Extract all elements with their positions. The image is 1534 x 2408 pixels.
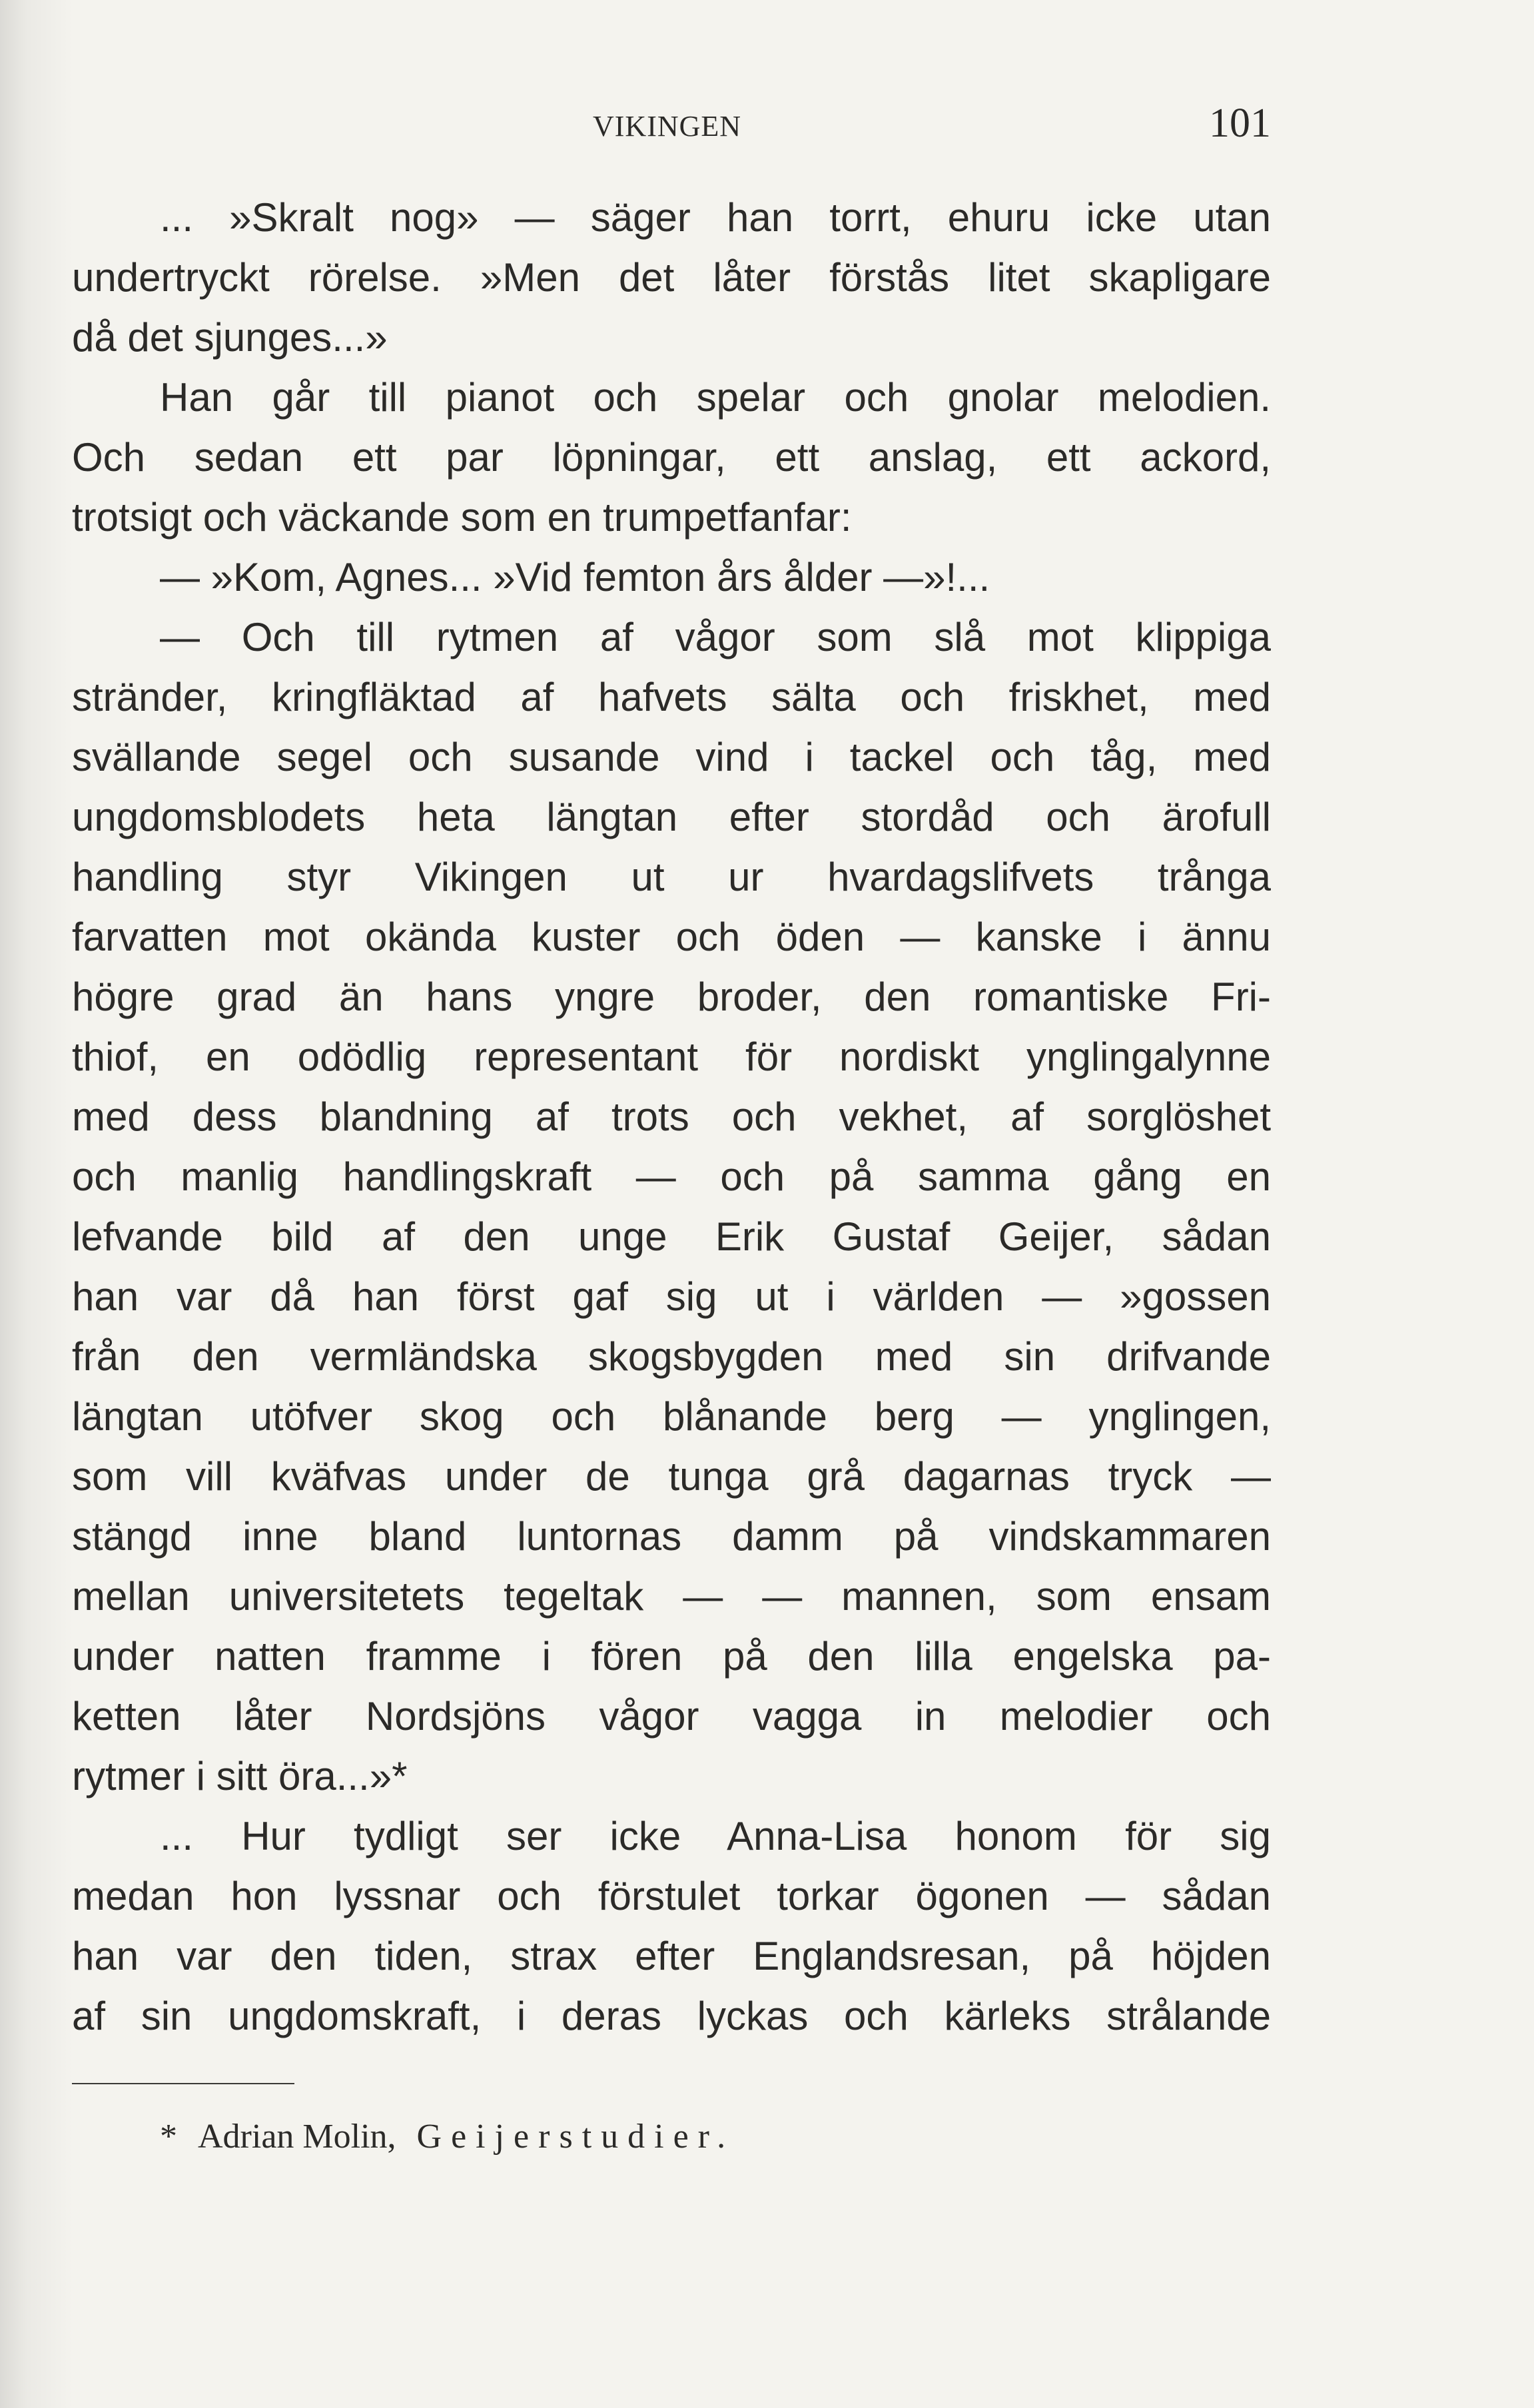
- text-line: handling styr Vikingen ut ur hvardagslifvets trånga: [72, 855, 1271, 899]
- text-line: lefvande bild af den unge Erik Gustaf Geijer, sådan: [72, 1214, 1271, 1259]
- footnote-work-title: Geijerstudier.: [416, 2118, 735, 2156]
- text-line: ketten låter Nordsjöns vågor vagga in melodier och: [72, 1694, 1271, 1739]
- text-line: och manlig handlingskraft — och på samma gång en: [72, 1154, 1271, 1199]
- text-line: ungdomsblodets heta längtan efter stordåd och ärofull: [72, 795, 1271, 839]
- text-line: från den vermländska skogsbygden med sin drifvande: [72, 1334, 1271, 1379]
- text-line: — »Kom, Agnes... »Vid femton års ålder —»!...: [160, 555, 990, 600]
- text-line: thiof, en odödlig representant för nordiskt ynglingalynne: [72, 1034, 1271, 1079]
- text-line: under natten framme i fören på den lilla engelska pa-: [72, 1634, 1271, 1679]
- footnote-divider: [72, 2083, 294, 2084]
- text-line: — Och till rytmen af vågor som slå mot klippiga: [160, 615, 1271, 659]
- footnote-author: Adrian Molin,: [198, 2118, 396, 2156]
- text-line: högre grad än hans yngre broder, den romantiske Fri-: [72, 975, 1271, 1019]
- text-line: som vill kväfvas under de tunga grå dagarnas tryck —: [72, 1454, 1271, 1499]
- text-line: med dess blandning af trots och vekhet, af sorglöshet: [72, 1094, 1271, 1139]
- text-line: rytmer i sitt öra...»*: [72, 1754, 408, 1799]
- text-line: Han går till pianot och spelar och gnolar melodien.: [160, 375, 1271, 420]
- text-line: af sin ungdomskraft, i deras lyckas och kärleks strålande: [72, 1994, 1271, 2038]
- text-line: då det sjunges...»: [72, 315, 388, 360]
- text-line: undertryckt rörelse. »Men det låter förstås litet skapligare: [72, 255, 1271, 300]
- footnote: [160, 2117, 735, 2156]
- text-line: svällande segel och susande vind i tackel och tåg, med: [72, 735, 1271, 779]
- text-line: stränder, kringfläktad af hafvets sälta och friskhet, med: [72, 675, 1271, 719]
- text-line: längtan utöfver skog och blånande berg — ynglingen,: [72, 1394, 1271, 1439]
- text-line: mellan universitetets tegeltak — — mannen, som ensam: [72, 1574, 1271, 1619]
- text-line: ... »Skralt nog» — säger han torrt, ehuru icke utan: [160, 195, 1271, 240]
- running-title: VIKINGEN: [593, 110, 742, 143]
- text-line: han var den tiden, strax efter Englandsresan, på höjden: [72, 1934, 1271, 1978]
- text-line: farvatten mot okända kuster och öden — kanske i ännu: [72, 915, 1271, 959]
- page-number: 101: [1209, 101, 1271, 146]
- body-text: [72, 188, 1271, 2046]
- text-line: stängd inne bland luntornas damm på vindskammaren: [72, 1514, 1271, 1559]
- text-line: medan hon lyssnar och förstulet torkar ögonen — sådan: [72, 1874, 1271, 1918]
- footnote-marker: *: [160, 2118, 177, 2156]
- text-line: ... Hur tydligt ser icke Anna-Lisa honom för sig: [160, 1814, 1271, 1858]
- text-line: Och sedan ett par löpningar, ett anslag, ett ackord,: [72, 435, 1271, 480]
- running-head: [72, 100, 1271, 153]
- text-line: trotsigt och väckande som en trumpetfanfar:: [72, 495, 852, 540]
- text-line: han var då han först gaf sig ut i världen — »gossen: [72, 1274, 1271, 1319]
